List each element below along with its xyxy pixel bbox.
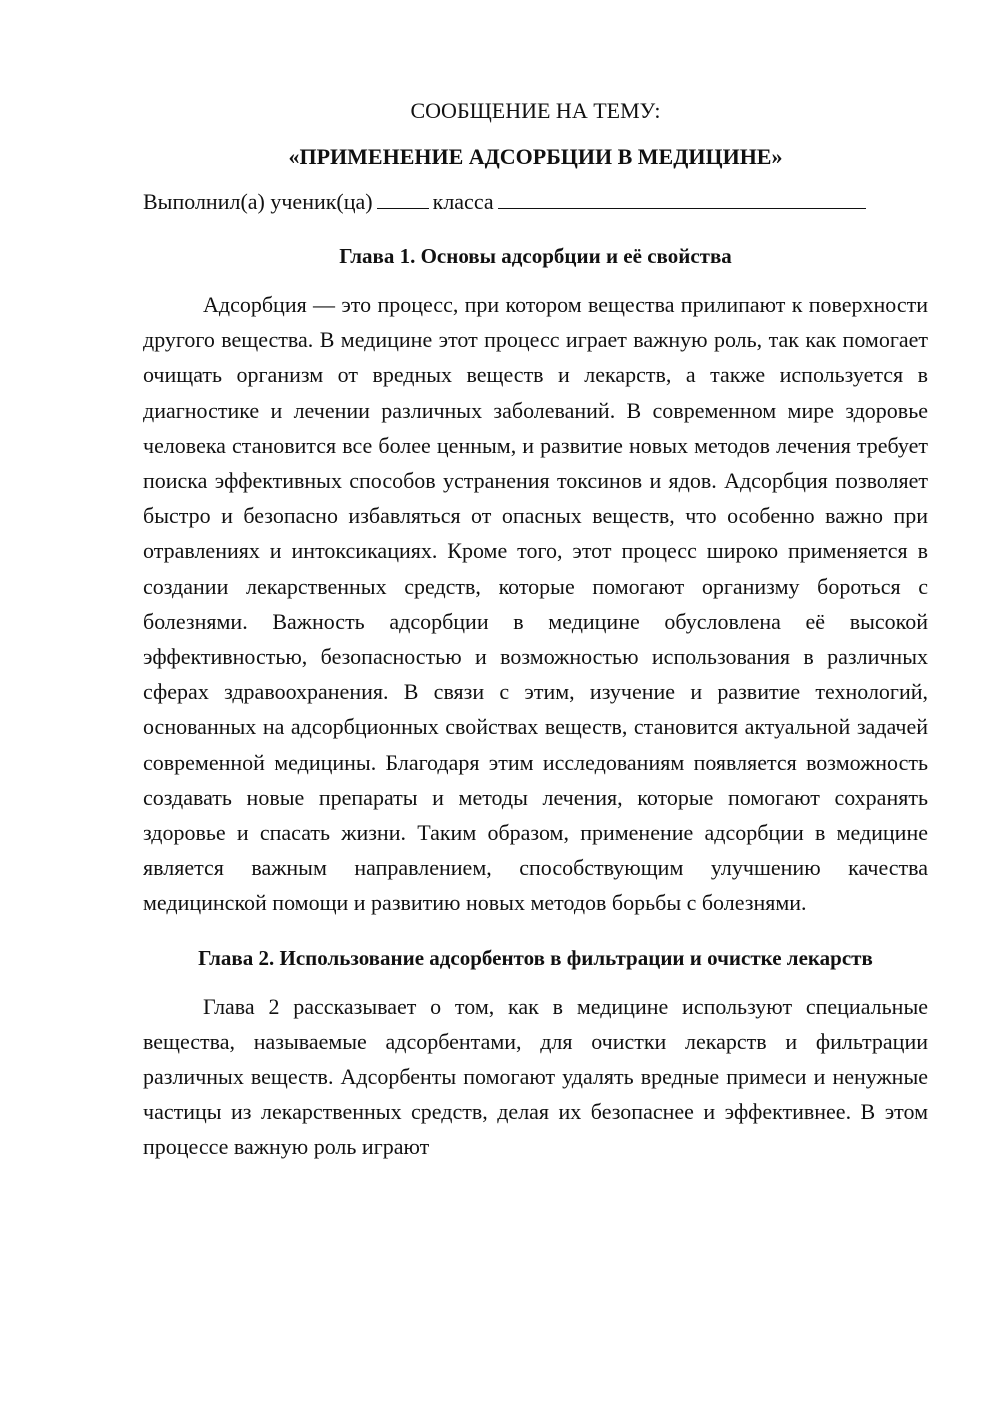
document-page [143, 92, 928, 1165]
report-title-label: СООБЩЕНИЕ НА ТЕМУ: [410, 98, 661, 123]
chapter1-heading: Глава 1. Основы адсорбции и её свойства [339, 244, 732, 268]
chapter1-paragraph: Адсорбция — это процесс, при котором вещества прилипают к поверхности другого вещества. В медицине этот процесс играет важную роль, так как помогает очищать организм от вредных веществ и лекарств, а также используется в диагностике и лечении различных заболеваний. В современном мире здоровье человека становится все более ценным, и развитие новых методов лечения требует поиска эффективных способов устранения токсинов и ядов. Адсорбция позволяет быстро и безопасно избавляться от опасных веществ, что особенно важно при отравлениях и интоксикациях. Кроме того, этот процесс широко применяется в создании лекарственных средств, которые помогают организму бороться с болезнями. Важность адсорбции в медицине обусловлена её высокой эффективностью, безопасностью и возможностью использования в различных сферах здравоохранения. В связи с этим, изучение и развитие технологий, основанных на адсорбционных свойствах веществ, становится актуальной задачей современной медицины. Благодаря этим исследованиям появляется возможность создавать новые препараты и методы лечения, которые помогают сохранять здоровье и спасать жизни. Таким образом, применение адсорбции в медицине является важным направлением, способствующим улучшению качества медицинской помощи и развитию новых методов борьбы с болезнями. [143, 292, 928, 916]
chapter2-heading: Глава 2. Использование адсорбентов в фильтрации и очистке лекарств [198, 945, 873, 970]
class-word-label: класса [432, 189, 494, 214]
student-name-blank [498, 186, 866, 209]
class-number-blank [377, 186, 429, 209]
author-line [143, 185, 928, 219]
report-topic-title: «ПРИМЕНЕНИЕ АДСОРБЦИИ В МЕДИЦИНЕ» [288, 144, 783, 169]
chapter2-paragraph: Глава 2 рассказывает о том, как в медицине используют специальные вещества, называемые адсорбентами, для очистки лекарств и фильтрации различных веществ. Адсорбенты помогают удалять вредные примеси и ненужные частицы из лекарственных средств, делая их безопаснее и эффективнее. В этом процессе важную роль играют [143, 993, 928, 1160]
performed-by-label: Выполнил(а) ученик(ца) [143, 189, 373, 214]
